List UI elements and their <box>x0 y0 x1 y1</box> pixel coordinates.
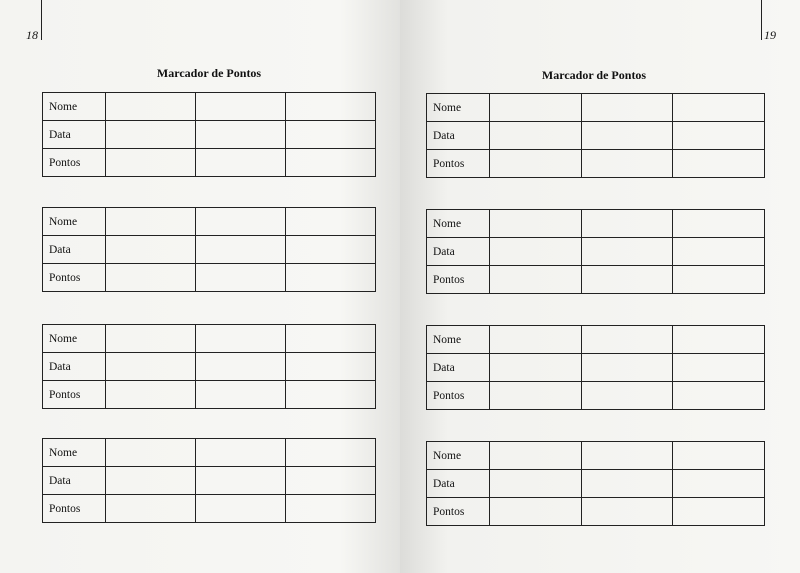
score-cell <box>106 121 196 149</box>
row-label: Nome <box>43 93 106 121</box>
score-cell <box>490 442 582 470</box>
score-cell <box>196 236 286 264</box>
row-label: Nome <box>427 326 490 354</box>
score-cell <box>106 495 196 523</box>
score-table <box>426 325 765 410</box>
score-cell <box>286 439 376 467</box>
score-cell <box>581 266 673 294</box>
score-cell <box>106 381 196 409</box>
score-cell <box>490 470 582 498</box>
score-cell <box>286 93 376 121</box>
score-cell <box>581 470 673 498</box>
score-cell <box>106 353 196 381</box>
score-table <box>42 324 376 409</box>
table-row <box>43 325 376 353</box>
score-cell <box>286 149 376 177</box>
table-row <box>427 94 765 122</box>
score-cell <box>581 238 673 266</box>
score-cell <box>673 498 765 526</box>
row-label: Data <box>43 467 106 495</box>
row-label: Nome <box>427 94 490 122</box>
score-cell <box>581 442 673 470</box>
row-label: Data <box>43 236 106 264</box>
row-label: Pontos <box>43 381 106 409</box>
row-label: Data <box>427 122 490 150</box>
right-page <box>400 0 800 573</box>
row-label: Pontos <box>427 266 490 294</box>
score-cell <box>490 382 582 410</box>
score-cell <box>673 238 765 266</box>
score-cell <box>196 439 286 467</box>
score-cell <box>196 149 286 177</box>
page-margin-rule <box>41 0 42 40</box>
score-cell <box>196 353 286 381</box>
score-cell <box>581 150 673 178</box>
score-cell <box>673 122 765 150</box>
row-label: Pontos <box>427 382 490 410</box>
score-cell <box>673 210 765 238</box>
table-row <box>43 236 376 264</box>
score-cell <box>286 495 376 523</box>
score-cell <box>490 266 582 294</box>
table-row <box>427 382 765 410</box>
score-cell <box>581 382 673 410</box>
row-label: Pontos <box>427 150 490 178</box>
score-cell <box>286 264 376 292</box>
table-row <box>427 150 765 178</box>
score-cell <box>581 326 673 354</box>
table-row <box>43 264 376 292</box>
score-cell <box>581 94 673 122</box>
score-cell <box>106 467 196 495</box>
score-cell <box>106 93 196 121</box>
score-cell <box>673 94 765 122</box>
score-cell <box>286 236 376 264</box>
row-label: Pontos <box>43 149 106 177</box>
score-table <box>42 92 376 177</box>
page-heading: Marcador de Pontos <box>541 68 647 82</box>
row-label: Data <box>427 354 490 382</box>
row-label: Nome <box>43 325 106 353</box>
table-row <box>43 93 376 121</box>
table-row <box>43 495 376 523</box>
table-row <box>427 122 765 150</box>
score-cell <box>106 439 196 467</box>
score-cell <box>490 122 582 150</box>
score-cell <box>581 210 673 238</box>
page-heading: Marcador de Pontos <box>156 66 262 80</box>
score-cell <box>673 266 765 294</box>
row-label: Data <box>43 121 106 149</box>
table-row <box>43 353 376 381</box>
page-number: 19 <box>764 28 776 42</box>
table-row <box>427 210 765 238</box>
row-label: Pontos <box>43 495 106 523</box>
score-table <box>426 93 765 178</box>
table-row <box>427 326 765 354</box>
table-row <box>427 238 765 266</box>
score-table <box>42 207 376 292</box>
table-row <box>43 381 376 409</box>
score-table <box>426 441 765 526</box>
score-cell <box>196 208 286 236</box>
score-cell <box>196 381 286 409</box>
score-cell <box>490 210 582 238</box>
table-row <box>427 498 765 526</box>
score-cell <box>490 238 582 266</box>
score-cell <box>490 94 582 122</box>
score-cell <box>490 326 582 354</box>
score-cell <box>286 381 376 409</box>
row-label: Pontos <box>427 498 490 526</box>
table-row <box>43 439 376 467</box>
row-label: Pontos <box>43 264 106 292</box>
score-cell <box>106 325 196 353</box>
score-cell <box>673 470 765 498</box>
score-cell <box>490 150 582 178</box>
score-cell <box>196 325 286 353</box>
score-cell <box>673 382 765 410</box>
score-cell <box>581 122 673 150</box>
row-label: Nome <box>427 210 490 238</box>
score-cell <box>286 353 376 381</box>
score-cell <box>106 264 196 292</box>
table-row <box>427 266 765 294</box>
score-cell <box>581 354 673 382</box>
score-cell <box>286 325 376 353</box>
score-cell <box>196 121 286 149</box>
row-label: Data <box>427 238 490 266</box>
score-cell <box>673 354 765 382</box>
score-cell <box>490 354 582 382</box>
row-label: Nome <box>43 208 106 236</box>
score-cell <box>196 264 286 292</box>
row-label: Data <box>427 470 490 498</box>
table-row <box>43 121 376 149</box>
table-row <box>43 208 376 236</box>
score-table <box>426 209 765 294</box>
row-label: Nome <box>43 439 106 467</box>
page-margin-rule <box>761 0 762 40</box>
table-row <box>43 467 376 495</box>
score-cell <box>286 208 376 236</box>
score-cell <box>196 495 286 523</box>
score-cell <box>106 149 196 177</box>
table-row <box>427 442 765 470</box>
page-number: 18 <box>26 28 38 42</box>
score-cell <box>106 208 196 236</box>
score-cell <box>286 121 376 149</box>
score-cell <box>673 442 765 470</box>
score-cell <box>106 236 196 264</box>
score-cell <box>286 467 376 495</box>
score-cell <box>581 498 673 526</box>
score-cell <box>673 326 765 354</box>
table-row <box>427 470 765 498</box>
score-table <box>42 438 376 523</box>
table-row <box>43 149 376 177</box>
score-cell <box>196 467 286 495</box>
row-label: Data <box>43 353 106 381</box>
row-label: Nome <box>427 442 490 470</box>
score-cell <box>196 93 286 121</box>
table-row <box>427 354 765 382</box>
score-cell <box>490 498 582 526</box>
score-cell <box>673 150 765 178</box>
